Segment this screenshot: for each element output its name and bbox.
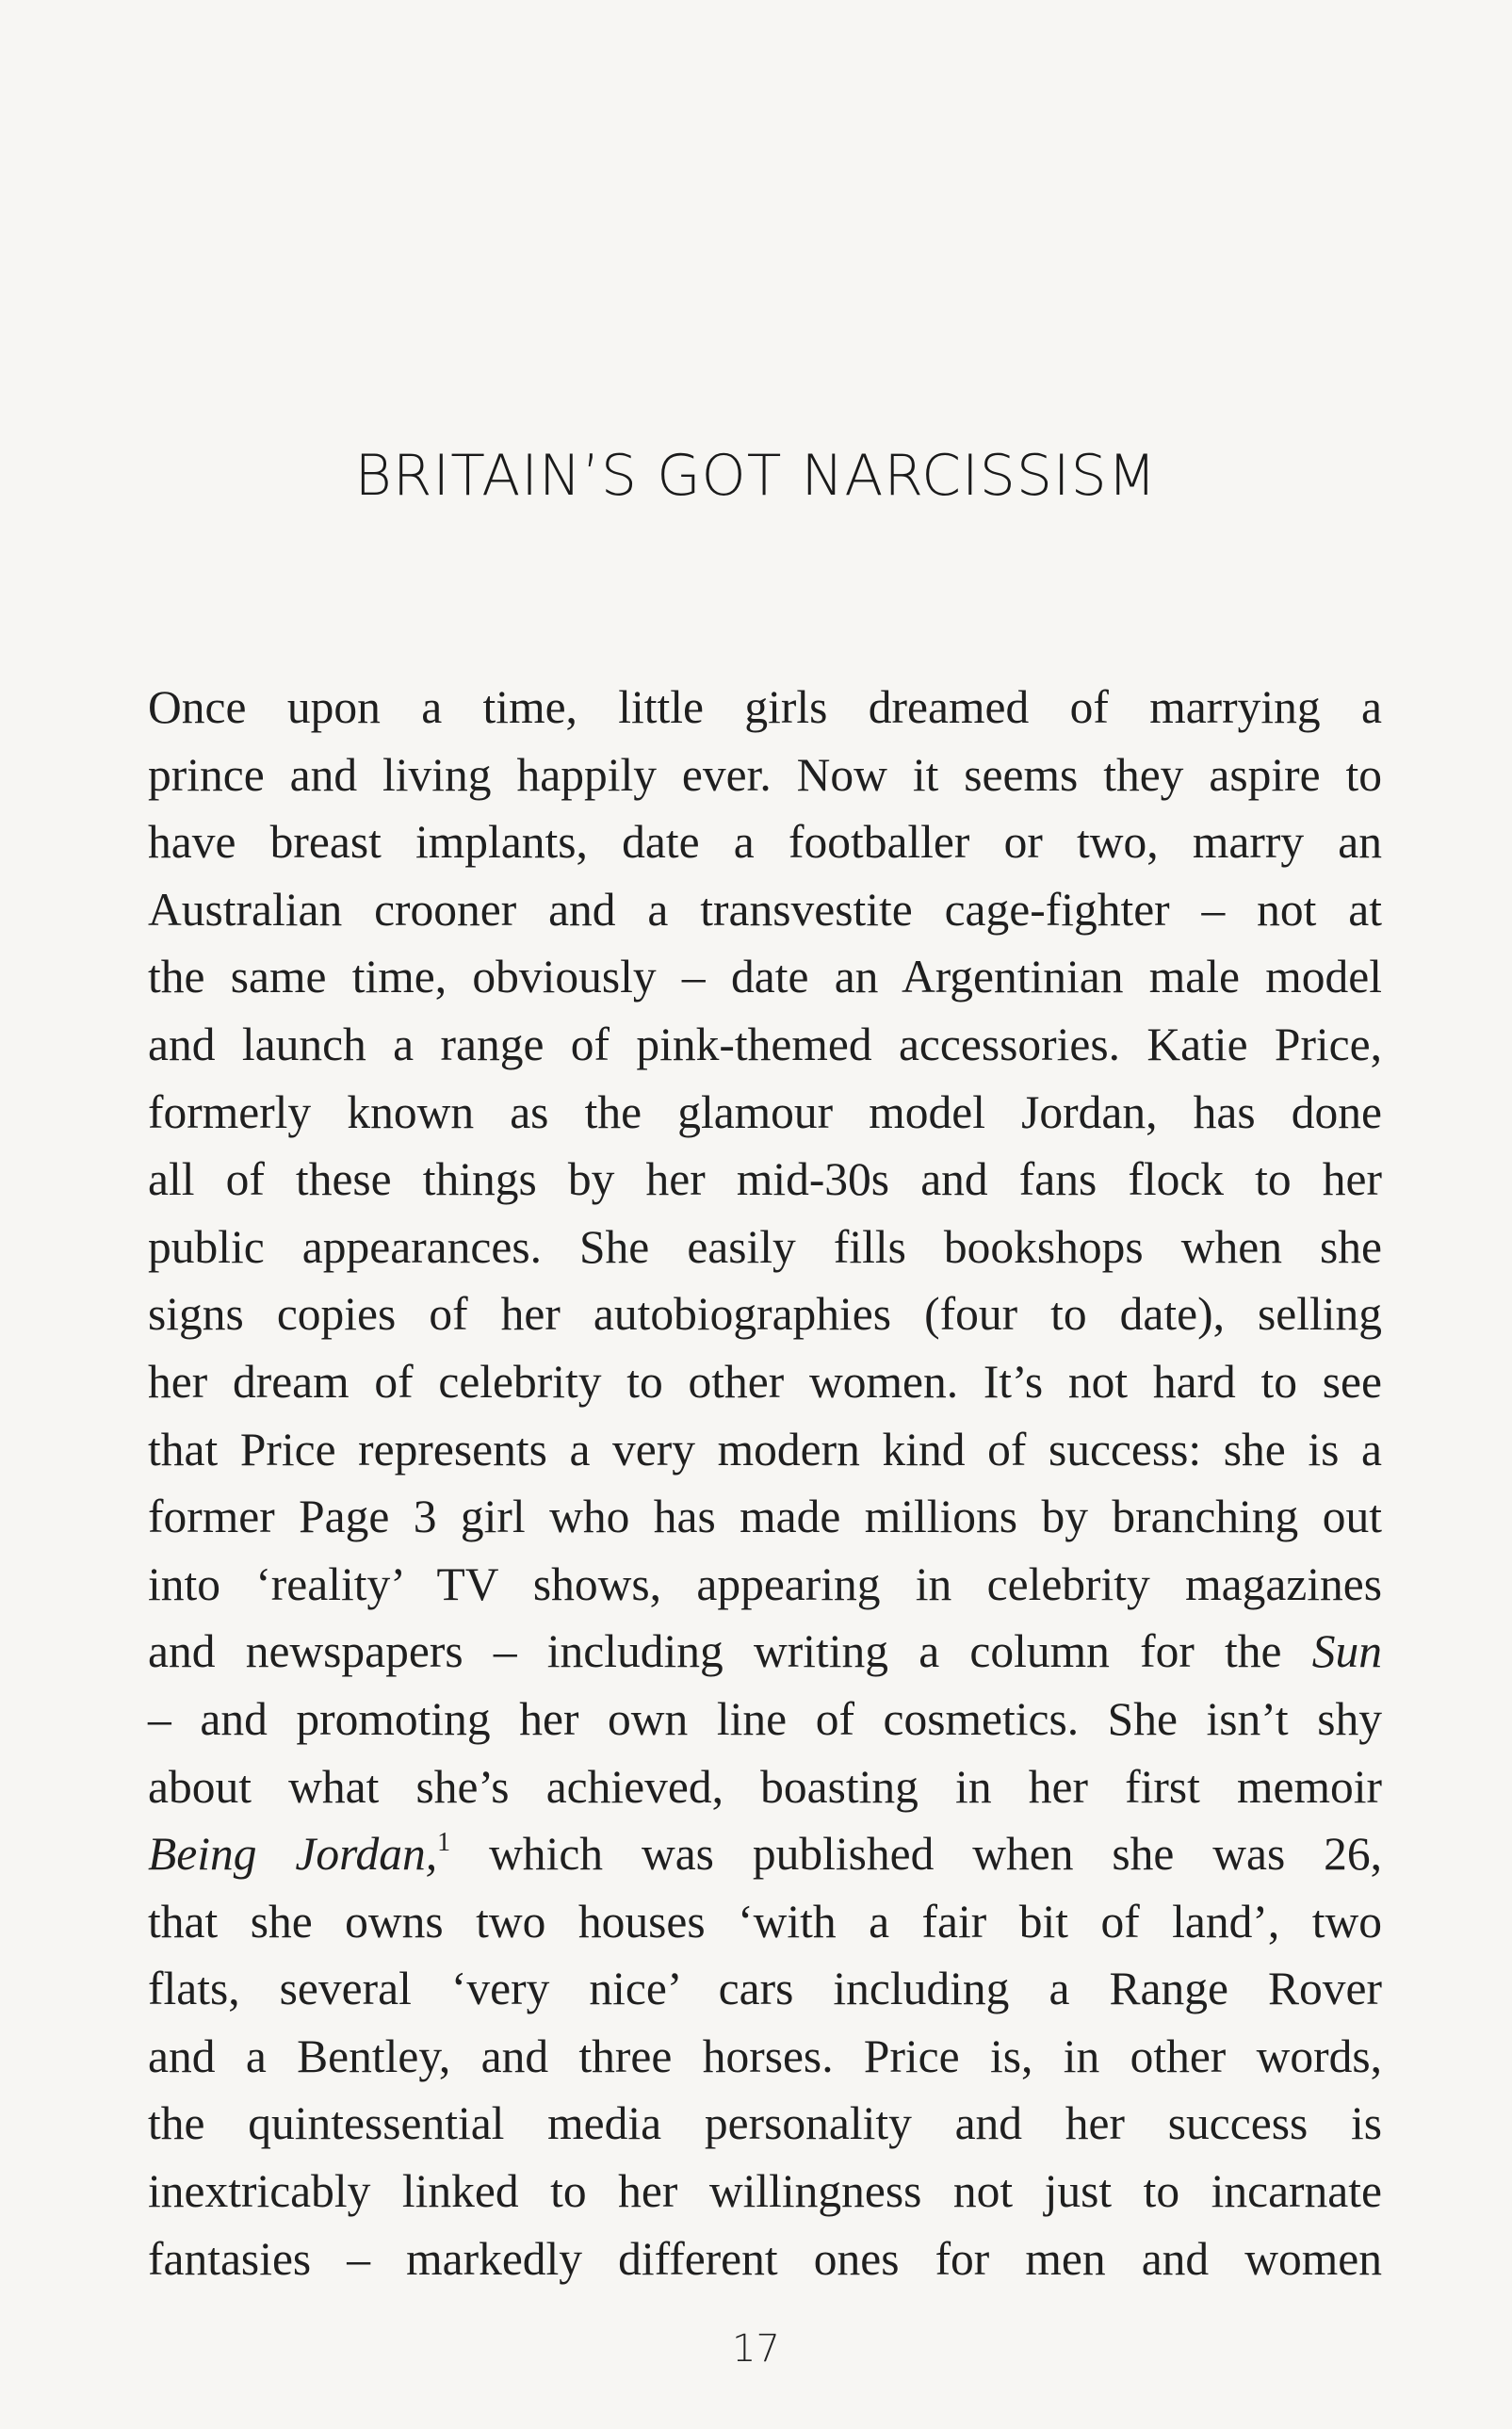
chapter-title: BRITAIN’S GOT NARCISSISM	[354, 443, 1158, 509]
italic-title-being-jordan: Being Jordan,	[148, 1828, 438, 1881]
text-line: all of these things by her mid-30s and fans flock to her	[148, 1153, 1382, 1206]
text-line: the quintessential media personality and her success is	[148, 2097, 1382, 2150]
text-line: Australian crooner and a transvestite cage-fighter – not at	[148, 883, 1382, 936]
body-paragraph	[148, 674, 1382, 2292]
text-line: have breast implants, date a footballer or two, marry an	[148, 816, 1382, 869]
text-line: – and promoting her own line of cosmetics. She isn’t shy	[148, 1692, 1382, 1745]
text-line: and a Bentley, and three horses. Price is, in other words,	[148, 2030, 1382, 2082]
page-number: 17	[732, 2327, 780, 2371]
text-line-with-italic	[148, 1618, 1382, 1686]
text-line: her dream of celebrity to other women. It’s not hard to see	[148, 1355, 1382, 1408]
text-line: that Price represents a very modern kind of success: she is a	[148, 1423, 1382, 1475]
text-line: about what she’s achieved, boasting in her first memoir	[148, 1760, 1382, 1813]
text-segment: and newspapers – including writing a column for the	[148, 1625, 1282, 1678]
text-segment: which was published when she was 26,	[489, 1828, 1383, 1881]
text-line: into ‘reality’ TV shows, appearing in celebrity magazines	[148, 1557, 1382, 1610]
text-line: formerly known as the glamour model Jordan, has done	[148, 1085, 1382, 1138]
text-line: and launch a range of pink-themed accessories. Katie Price,	[148, 1018, 1382, 1070]
text-line: inextricably linked to her willingness not just to incarnate	[148, 2165, 1382, 2218]
italic-title-sun: Sun	[1311, 1625, 1383, 1678]
text-line: that she owns two houses ‘with a fair bit of land’, two	[148, 1895, 1382, 1948]
text-line-with-italic	[148, 1820, 1382, 1888]
text-line: flats, several ‘very nice’ cars including a Range Rover	[148, 1963, 1382, 2015]
text-line: signs copies of her autobiographies (four to date), selling	[148, 1288, 1382, 1341]
text-line: fantasies – markedly different ones for men and women	[148, 2232, 1382, 2285]
text-line: public appearances. She easily fills bookshops when she	[148, 1220, 1382, 1273]
text-line: the same time, obviously – date an Argentinian male model	[148, 951, 1382, 1003]
footnote-reference[interactable]: 1	[437, 1828, 451, 1858]
text-line: prince and living happily ever. Now it seems they aspire to	[148, 748, 1382, 801]
text-line: Once upon a time, little girls dreamed of marrying a	[148, 681, 1382, 733]
text-line: former Page 3 girl who has made millions by branching out	[148, 1491, 1382, 1543]
